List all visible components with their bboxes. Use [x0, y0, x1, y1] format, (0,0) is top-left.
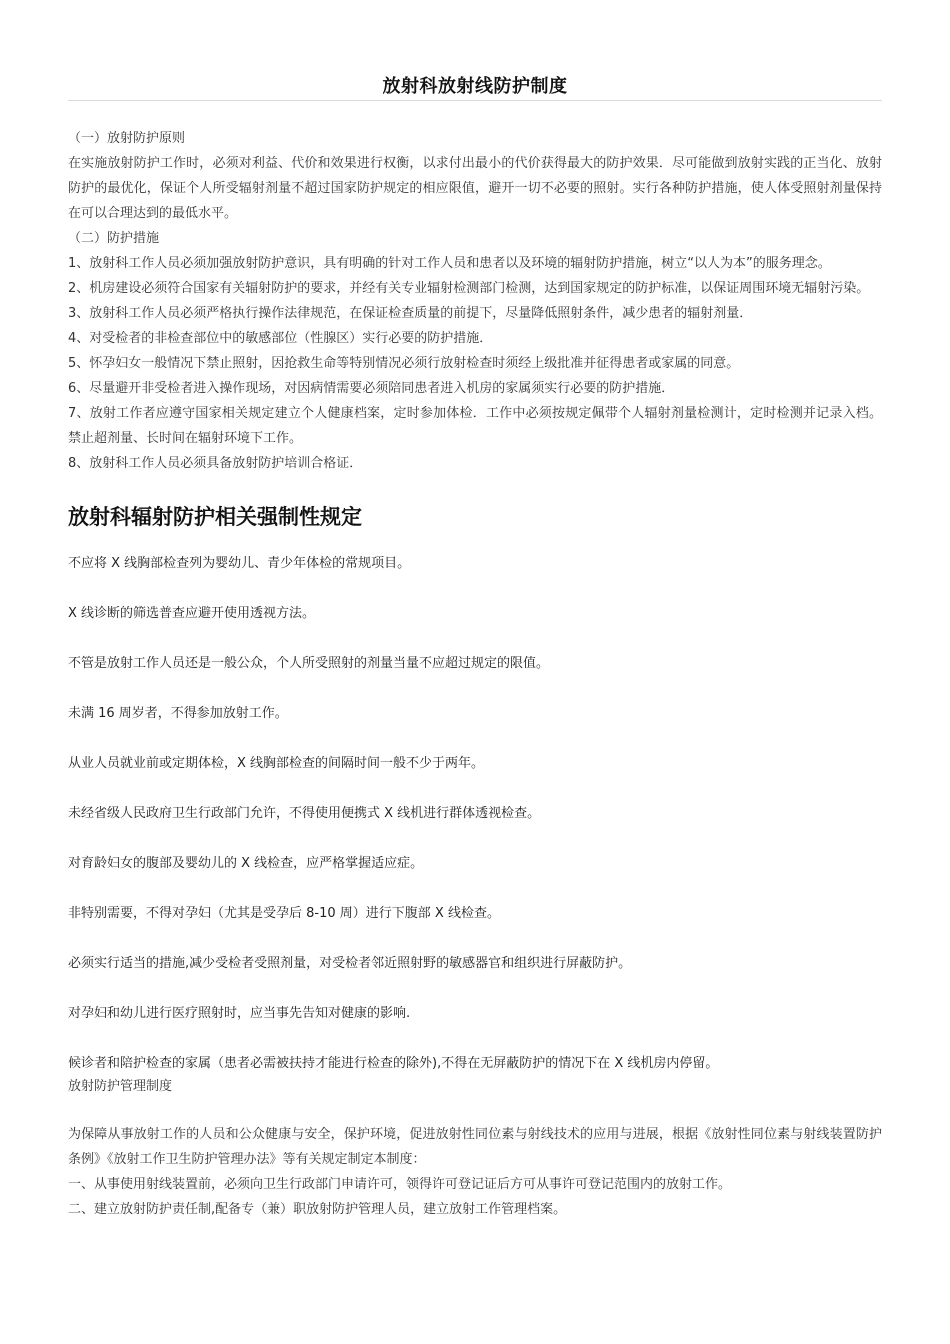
- measure-item: 6、尽量避开非受检者进入操作现场，对因病情需要必须陪同患者进入机房的家属须实行必要的防护措施．: [68, 381, 675, 396]
- document-title: 放射科放射线防护制度: [382, 76, 568, 97]
- rule-item: 必须实行适当的措施,减少受检者受照剂量，对受检者邻近照射野的敏感器官和组织进行屏蔽防护。: [68, 956, 632, 971]
- management-system-section: [68, 1074, 882, 1222]
- rule-item: 不应将 X 线胸部检查列为婴幼儿、青少年体检的常规项目。: [68, 556, 411, 571]
- rule-item: 不管是放射工作人员还是一般公众，个人所受照射的剂量当量不应超过规定的限值。: [68, 656, 550, 671]
- subheading-measures: （二）防护措施: [68, 231, 160, 246]
- subheading-principles: （一）放射防护原则: [68, 131, 186, 146]
- rule-item: 对孕妇和幼儿进行医疗照射时，应当事先告知对健康的影响.: [68, 1006, 411, 1021]
- rule-item: 从业人员就业前或定期体检，X 线胸部检查的间隔时间一般不少于两年。: [68, 756, 485, 771]
- rule-item: 候诊者和陪护检查的家属（患者必需被扶持才能进行检查的除外),不得在无屏蔽防护的情况下在 X 线机房内停留。: [68, 1056, 719, 1071]
- rule-item: 非特别需要，不得对孕妇（尤其是受孕后 8-10 周）进行下腹部 X 线检查。: [68, 906, 500, 921]
- measure-item: 3、放射科工作人员必须严格执行操作法律规范，在保证检查质量的前提下，尽量降低照射条件，减少患者的辐射剂量．: [68, 306, 753, 321]
- mandatory-rules-heading: 放射科辐射防护相关强制性规定: [68, 505, 362, 529]
- management-item: 二、建立放射防护责任制,配备专（兼）职放射防护管理人员，建立放射工作管理档案。: [68, 1202, 567, 1217]
- management-title: 放射防护管理制度: [68, 1079, 173, 1094]
- measure-item: 5、怀孕妇女一般情况下禁止照射，因抢救生命等特别情况必须行放射检查时须经上级批准并征得患者或家属的同意。: [68, 356, 740, 371]
- title-divider: [68, 100, 882, 101]
- measure-item: 8、放射科工作人员必须具备放射防护培训合格证．: [68, 456, 363, 471]
- mandatory-rules-list: [68, 554, 882, 1074]
- rule-item: X 线诊断的筛选普查应避开使用透视方法。: [68, 606, 316, 621]
- measure-item: 2、机房建设必须符合国家有关辐射防护的要求，并经有关专业辐射检测部门检测，达到国家规定的防护标准，以保证周围环境无辐射污染。: [68, 281, 870, 296]
- management-item: 一、从事使用射线装置前，必须向卫生行政部门申请许可，领得许可登记证后方可从事许可登记范围内的放射工作。: [68, 1177, 732, 1192]
- radiation-protection-section: [68, 126, 882, 476]
- measure-item: 1、放射科工作人员必须加强放射防护意识，具有明确的针对工作人员和患者以及环境的辐射防护措施，树立“以人为本”的服务理念。: [68, 256, 831, 271]
- rule-item: 未经省级人民政府卫生行政部门允许，不得使用便携式 X 线机进行群体透视检查。: [68, 806, 541, 821]
- rule-item: 未满 16 周岁者，不得参加放射工作。: [68, 706, 288, 721]
- rule-item: 对育龄妇女的腹部及婴幼儿的 X 线检查，应严格掌握适应症。: [68, 856, 424, 871]
- principles-paragraph: 在实施放射防护工作时，必须对利益、代价和效果进行权衡，以求付出最小的代价获得最大的防护效果．尽可能做到放射实践的正当化、放射防护的最优化，保证个人所受辐射剂量不超过国家防护规定的相应限值，避开一切不必要的照射。实行各种防护措施，使人体受照射剂量保持在可以合理达到的最低水平。: [68, 156, 882, 221]
- measure-item: 4、对受检者的非检查部位中的敏感部位（性腺区）实行必要的防护措施．: [68, 331, 493, 346]
- measure-item: 7、放射工作者应遵守国家相关规定建立个人健康档案，定时参加体检．工作中必须按规定佩带个人辐射剂量检测计，定时检测并记录入档。禁止超剂量、长时间在辐射环境下工作。: [68, 406, 882, 446]
- document-page: [68, 0, 882, 1222]
- management-intro: 为保障从事放射工作的人员和公众健康与安全，保护环境，促进放射性同位素与射线技术的应用与进展，根据《放射性同位素与射线装置防护条例》《放射工作卫生防护管理办法》等有关规定制定本制度：: [68, 1127, 882, 1167]
